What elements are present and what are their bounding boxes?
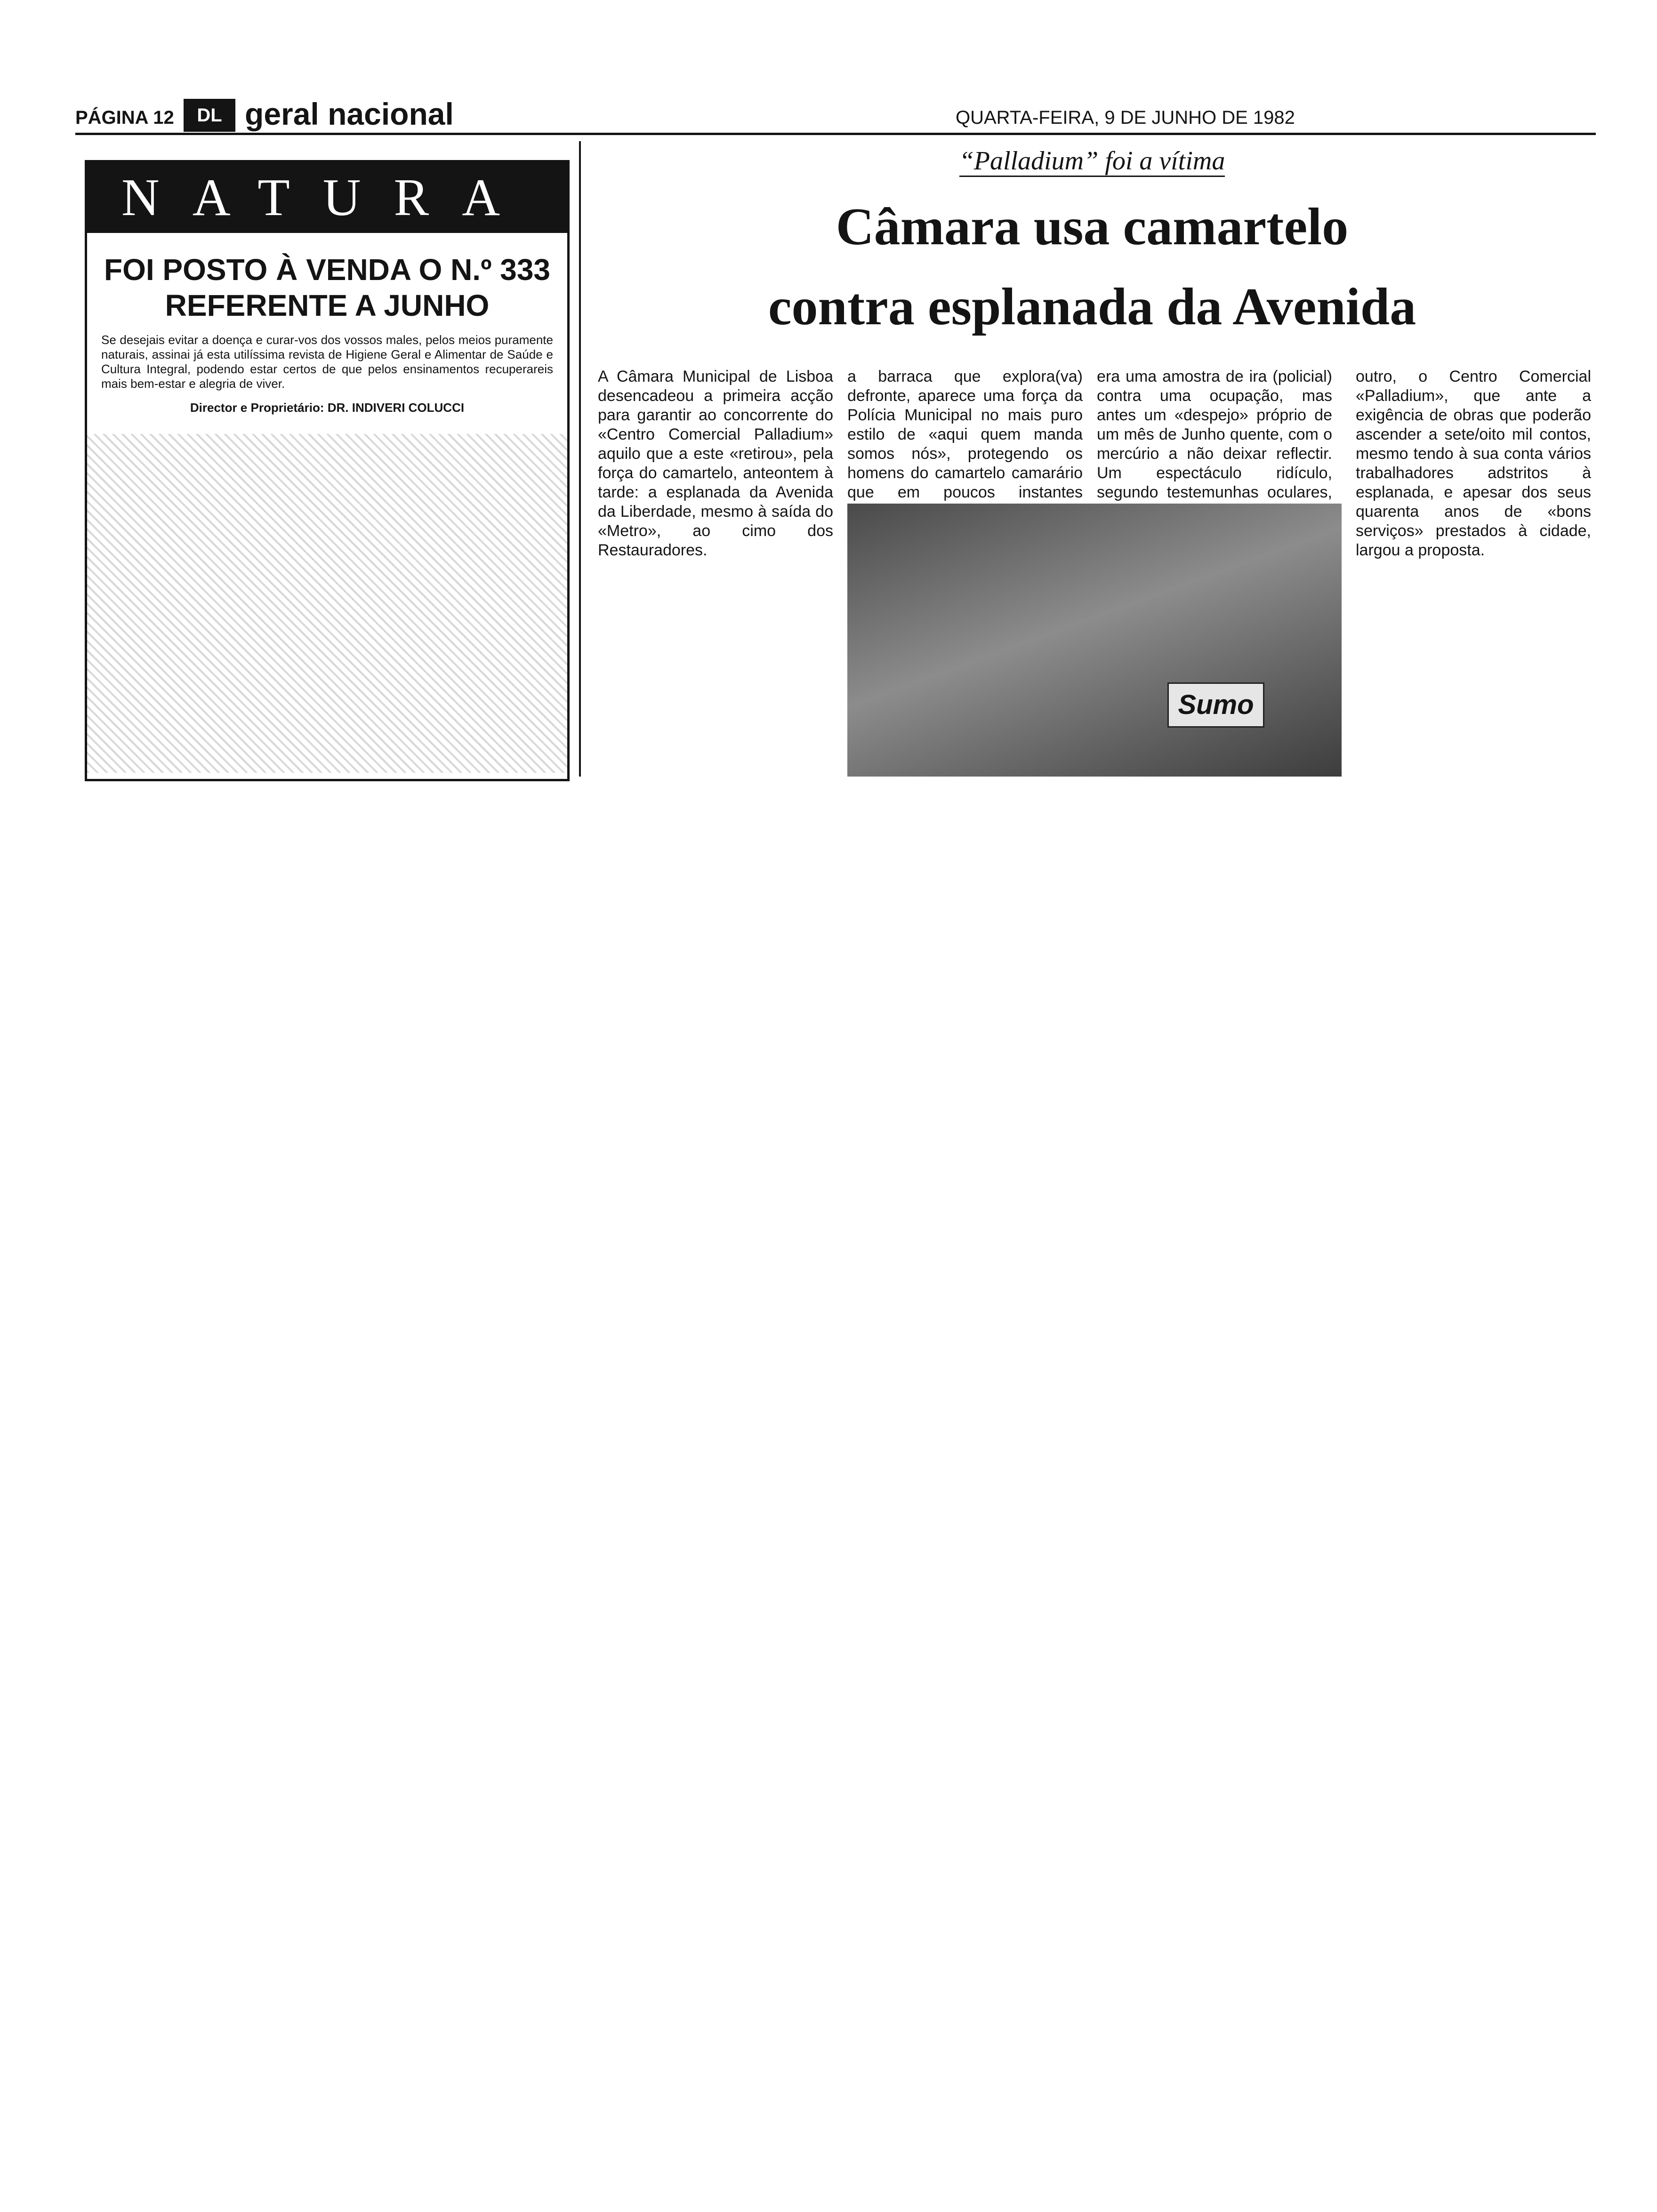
column-divider [579, 141, 581, 777]
natura-intro: Se desejais evitar a doença e curar-vos dos vossos males, pelos meios puramente naturais, assinai já esta utilíssima revista de Higiene Geral e Alimentar de Saúde e Cultura Integral, podendo estar certos de que pelos ensinamentos recuperareis mais bem-estar e alegria de viver. [101, 333, 553, 391]
natura-director: Director e Proprietário: DR. INDIVERI COLUCCI [190, 401, 465, 415]
palladium-col-4: outro, o Centro Comercial «Palladium», que ante a exigência de obras que poderão ascender a sete/oito mil contos, mesmo tendo à sua conta vários trabalhadores adstritos à esplanada, e apesar dos seus quarenta anos de «bons serviços» prestados à cidade, largou a proposta. [1356, 368, 1591, 559]
palladium-headline-line2: contra esplanada da Avenida [768, 278, 1416, 336]
natura-brand: NATURA [87, 162, 567, 233]
palladium-col-1: A Câmara Municipal de Lisboa desencadeou a primeira acção para garantir ao concorrente do «Centro Comercial Palladium» aquilo que a este «retirou», pela força do camartelo, anteontem à tarde: a esplanada da Avenida da Liberdade, mesmo à saída do «Metro», ao cimo dos Restauradores. [598, 368, 833, 559]
palladium-kicker [588, 146, 1596, 176]
natura-headline: FOI POSTO À VENDA O N.º 333 REFERENTE A JUNHO [104, 253, 551, 322]
palladium-kicker-text: “Palladium” foi a vítima [959, 146, 1225, 177]
masthead [75, 94, 1596, 136]
palladium-headline-line1: Câmara usa camartelo [836, 198, 1349, 256]
section-title: geral nacional [245, 96, 454, 131]
page-number: PÁGINA 12 [75, 107, 174, 128]
natura-advertisement [85, 160, 570, 781]
masthead-rule [75, 133, 1596, 135]
natura-hatch [87, 434, 567, 773]
issue-date: QUARTA-FEIRA, 9 DE JUNHO DE 1982 [956, 107, 1295, 128]
newspaper-logo: DL [184, 99, 235, 132]
photo-sumo-sign: Sumo [1167, 682, 1264, 728]
palladium-col-3: era uma amostra de ira (policial) contra uma ocupação, mas antes um «despejo» próprio de um mês de Junho quente, com o mercúrio a não deixar reflectir. Um espectáculo ridículo, segundo testemunhas oculares, [1097, 368, 1332, 501]
palladium-col-2: a barraca que explora(va) defronte, aparece uma força da Polícia Municipal no mais puro estilo de «aqui quem manda somos nós», protegendo os homens do camartelo camarário que em poucos instantes [847, 368, 1083, 501]
esplanada-photo [847, 504, 1342, 777]
